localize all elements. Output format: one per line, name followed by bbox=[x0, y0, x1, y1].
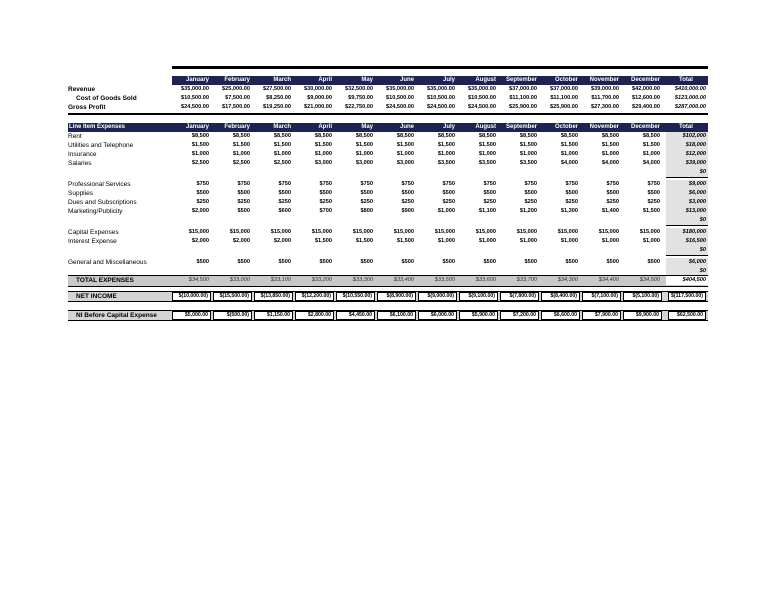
expense-cell: $1,000 bbox=[519, 238, 537, 244]
revenue-row-label: Gross Profit bbox=[68, 104, 106, 111]
expense-cell: $800 bbox=[360, 208, 373, 214]
expense-total: $180,000 bbox=[666, 228, 708, 238]
revenue-cell: $9,750.00 bbox=[348, 95, 373, 101]
expense-cell: $15,000 bbox=[434, 229, 455, 235]
revenue-cell: $19,250.00 bbox=[263, 104, 291, 110]
expense-cell: $1,500 bbox=[478, 142, 496, 148]
revenue-cell: $35,000.00 bbox=[427, 86, 455, 92]
revenue-cell: $24,500.00 bbox=[181, 104, 209, 110]
expense-cell: $8,500 bbox=[437, 133, 455, 139]
expense-cell: $500 bbox=[606, 190, 619, 196]
month-header: September bbox=[505, 124, 537, 130]
revenue-cell: $25,000.00 bbox=[222, 86, 250, 92]
expense-cell: $2,000 bbox=[191, 238, 209, 244]
month-header: November bbox=[589, 77, 619, 83]
expense-cell: $1,500 bbox=[232, 142, 250, 148]
expense-cell: $8,500 bbox=[478, 133, 496, 139]
ni_before_capital-total: $62,500.00 bbox=[668, 311, 706, 320]
revenue-cell: $21,000.00 bbox=[304, 104, 332, 110]
expense-cell: $750 bbox=[647, 181, 660, 187]
total-header: Total bbox=[679, 77, 693, 83]
revenue-cell: $10,500.00 bbox=[468, 95, 496, 101]
month-header: June bbox=[399, 77, 414, 83]
revenue-cell: $27,300.00 bbox=[591, 104, 619, 110]
expense-cell: $1,000 bbox=[273, 151, 291, 157]
expense-cell: $8,500 bbox=[191, 133, 209, 139]
revenue-cell: $27,500.00 bbox=[263, 86, 291, 92]
expense-row-label: Rent bbox=[68, 133, 82, 140]
month-header: February bbox=[224, 124, 250, 130]
expense-total: $3,000 bbox=[666, 198, 708, 208]
expense-cell: $4,000 bbox=[601, 160, 619, 166]
month-header: July bbox=[442, 124, 455, 130]
revenue-row-label: Revenue bbox=[68, 86, 96, 93]
month-header: April bbox=[318, 77, 332, 83]
expense-cell: $500 bbox=[401, 259, 414, 265]
net_income-cell: $(7,100.00) bbox=[582, 292, 621, 301]
expense-cell: $1,000 bbox=[437, 151, 455, 157]
month-header: May bbox=[361, 77, 373, 83]
expense-row-label: Dues and Subscriptions bbox=[68, 199, 137, 206]
revenue-total: $410,000.00 bbox=[674, 86, 706, 92]
expense-cell: $1,000 bbox=[478, 238, 496, 244]
total-expenses-cell: $33,200 bbox=[311, 277, 332, 283]
expense-cell: $250 bbox=[319, 199, 332, 205]
expense-cell: $15,000 bbox=[393, 229, 414, 235]
revenue-bottom-rule bbox=[68, 113, 708, 115]
month-header: September bbox=[505, 77, 537, 83]
ni_before_capital-cell: $1,150.00 bbox=[254, 311, 293, 320]
expense-cell: $750 bbox=[237, 181, 250, 187]
expense-cell: $250 bbox=[483, 199, 496, 205]
expense-cell: $15,000 bbox=[516, 229, 537, 235]
expense-cell: $2,000 bbox=[232, 238, 250, 244]
total-expenses-cell: $33,000 bbox=[229, 277, 250, 283]
expense-cell: $8,500 bbox=[273, 133, 291, 139]
total-expenses-cell: $33,500 bbox=[434, 277, 455, 283]
expense-cell: $750 bbox=[278, 181, 291, 187]
ni_before_capital-cell: $6,600.00 bbox=[541, 311, 580, 320]
expense-cell: $750 bbox=[401, 181, 414, 187]
total-expenses-cell: $34,300 bbox=[557, 277, 578, 283]
expense-cell: $1,000 bbox=[642, 238, 660, 244]
ni_before_capital-cell: $9,900.00 bbox=[623, 311, 662, 320]
expense-cell: $250 bbox=[237, 199, 250, 205]
expense-cell: $500 bbox=[319, 190, 332, 196]
net_income-cell: $(8,400.00) bbox=[541, 292, 580, 301]
expense-cell: $1,000 bbox=[437, 238, 455, 244]
expense-cell: $8,500 bbox=[314, 133, 332, 139]
expense-total: $18,000 bbox=[666, 141, 708, 151]
expense-cell: $3,500 bbox=[519, 160, 537, 166]
total-expenses-cell: $33,300 bbox=[352, 277, 373, 283]
expense-cell: $250 bbox=[524, 199, 537, 205]
expense-cell: $500 bbox=[360, 190, 373, 196]
revenue-total: $287,000.00 bbox=[674, 104, 706, 110]
expense-cell: $500 bbox=[278, 259, 291, 265]
expense-cell: $3,000 bbox=[355, 160, 373, 166]
revenue-cell: $37,000.00 bbox=[509, 86, 537, 92]
revenue-cell: $24,500.00 bbox=[468, 104, 496, 110]
net_income-cell: $(10,550.00) bbox=[336, 292, 375, 301]
expense-cell: $500 bbox=[565, 259, 578, 265]
ni_before_capital-cell: $4,450.00 bbox=[336, 311, 375, 320]
expense-cell: $1,300 bbox=[560, 208, 578, 214]
expense-row-label: Interest Expense bbox=[68, 238, 117, 245]
expense-cell: $250 bbox=[196, 199, 209, 205]
ni_before_capital-cell: $6,000.00 bbox=[418, 311, 457, 320]
month-header: March bbox=[273, 124, 291, 130]
expense-cell: $1,400 bbox=[601, 208, 619, 214]
expense-total: $6,000 bbox=[666, 258, 708, 268]
total-expenses-cell: $33,700 bbox=[516, 277, 537, 283]
net_income-cell: $(10,000.00) bbox=[172, 292, 211, 301]
expense-cell: $700 bbox=[319, 208, 332, 214]
revenue-row-label: Cost of Goods Sold bbox=[76, 95, 137, 102]
expense-row-label: Insurance bbox=[68, 151, 97, 158]
total-expenses-cell: $33,600 bbox=[475, 277, 496, 283]
net_income-cell: $(15,500.00) bbox=[213, 292, 252, 301]
expense-cell: $3,000 bbox=[314, 160, 332, 166]
expense-cell: $750 bbox=[319, 181, 332, 187]
revenue-cell: $35,000.00 bbox=[181, 86, 209, 92]
expense-cell: $15,000 bbox=[188, 229, 209, 235]
net_income-label: NET INCOME bbox=[76, 293, 117, 300]
month-header: October bbox=[554, 124, 578, 130]
expense-cell: $1,500 bbox=[355, 238, 373, 244]
expense-cell: $500 bbox=[237, 190, 250, 196]
ni_before_capital-cell: $7,900.00 bbox=[582, 311, 621, 320]
revenue-cell: $10,500.00 bbox=[427, 95, 455, 101]
expense-row-label: Supplies bbox=[68, 190, 93, 197]
expense-cell: $900 bbox=[401, 208, 414, 214]
expense-cell: $750 bbox=[442, 181, 455, 187]
expense-cell: $500 bbox=[647, 259, 660, 265]
expense-cell: $1,500 bbox=[642, 142, 660, 148]
expense-cell: $1,000 bbox=[642, 151, 660, 157]
expense-cell: $1,500 bbox=[642, 208, 660, 214]
net_income-cell: $(12,200.00) bbox=[295, 292, 334, 301]
expense-row-label: Professional Services bbox=[68, 181, 131, 188]
expense-cell: $500 bbox=[401, 190, 414, 196]
expense-cell: $2,000 bbox=[273, 238, 291, 244]
revenue-cell: $10,500.00 bbox=[386, 95, 414, 101]
expense-cell: $2,500 bbox=[191, 160, 209, 166]
net_income-cell: $(8,900.00) bbox=[377, 292, 416, 301]
expense-cell: $1,500 bbox=[437, 142, 455, 148]
top-rule bbox=[172, 66, 708, 69]
month-header: December bbox=[630, 124, 660, 130]
revenue-cell: $17,500.00 bbox=[222, 104, 250, 110]
month-header: June bbox=[399, 124, 414, 130]
expense-cell: $1,000 bbox=[355, 151, 373, 157]
expense-cell: $1,500 bbox=[355, 142, 373, 148]
expense-cell: $8,500 bbox=[355, 133, 373, 139]
expense-cell: $1,200 bbox=[519, 208, 537, 214]
expense-cell: $8,500 bbox=[642, 133, 660, 139]
ni_before_capital-label: NI Before Capital Expense bbox=[76, 312, 157, 319]
expense-cell: $1,000 bbox=[560, 151, 578, 157]
expense-cell: $1,000 bbox=[519, 151, 537, 157]
expense-cell: $8,500 bbox=[396, 133, 414, 139]
expense-cell: $1,000 bbox=[232, 151, 250, 157]
expense-cell: $1,000 bbox=[478, 151, 496, 157]
expense-cell: $2,500 bbox=[273, 160, 291, 166]
expense-cell: $1,000 bbox=[437, 208, 455, 214]
expense-cell: $15,000 bbox=[229, 229, 250, 235]
total-header: Total bbox=[679, 124, 693, 130]
month-header: February bbox=[224, 77, 250, 83]
month-header: January bbox=[185, 77, 209, 83]
expense-cell: $500 bbox=[237, 259, 250, 265]
expense-cell: $750 bbox=[360, 181, 373, 187]
month-header: December bbox=[630, 77, 660, 83]
revenue-cell: $11,700.00 bbox=[591, 95, 619, 101]
expense-cell: $250 bbox=[442, 199, 455, 205]
expense-cell: $500 bbox=[647, 190, 660, 196]
revenue-cell: $35,000.00 bbox=[468, 86, 496, 92]
expense-total: $39,000 bbox=[666, 159, 708, 169]
expense-total: $0 bbox=[666, 267, 708, 277]
expense-cell: $500 bbox=[442, 190, 455, 196]
expense-total: $9,000 bbox=[666, 180, 708, 190]
expense-cell: $500 bbox=[524, 259, 537, 265]
ni_before_capital-cell: $(500.00) bbox=[213, 311, 252, 320]
expense-row-label: Marketing/Publicity bbox=[68, 208, 123, 215]
revenue-cell: $30,000.00 bbox=[304, 86, 332, 92]
expense-cell: $250 bbox=[565, 199, 578, 205]
revenue-cell: $25,900.00 bbox=[550, 104, 578, 110]
revenue-cell: $35,000.00 bbox=[386, 86, 414, 92]
revenue-cell: $32,500.00 bbox=[345, 86, 373, 92]
expense-cell: $1,500 bbox=[314, 142, 332, 148]
expense-cell: $500 bbox=[565, 190, 578, 196]
expense-cell: $250 bbox=[401, 199, 414, 205]
expense-cell: $15,000 bbox=[639, 229, 660, 235]
revenue-cell: $12,600.00 bbox=[632, 95, 660, 101]
expense-total: $6,000 bbox=[666, 189, 708, 199]
expense-cell: $15,000 bbox=[311, 229, 332, 235]
net_income-cell: $(5,100.00) bbox=[623, 292, 662, 301]
expense-total: $13,000 bbox=[666, 207, 708, 217]
expense-cell: $8,500 bbox=[560, 133, 578, 139]
expense-row-label: Salaries bbox=[68, 160, 92, 167]
expense-cell: $2,500 bbox=[232, 160, 250, 166]
expense-total: $16,500 bbox=[666, 237, 708, 247]
expense-cell: $750 bbox=[524, 181, 537, 187]
revenue-cell: $9,000.00 bbox=[307, 95, 332, 101]
expense-cell: $1,500 bbox=[601, 142, 619, 148]
expense-cell: $750 bbox=[483, 181, 496, 187]
expense-cell: $250 bbox=[360, 199, 373, 205]
expense-cell: $3,500 bbox=[478, 160, 496, 166]
expense-cell: $4,000 bbox=[560, 160, 578, 166]
revenue-cell: $7,500.00 bbox=[225, 95, 250, 101]
expense-cell: $2,000 bbox=[191, 208, 209, 214]
net_income-cell: $(9,100.00) bbox=[459, 292, 498, 301]
expense-cell: $15,000 bbox=[270, 229, 291, 235]
net_income-cell: $(7,800.00) bbox=[500, 292, 539, 301]
total-expenses-cell: $33,400 bbox=[393, 277, 414, 283]
ni_before_capital-cell: $6,100.00 bbox=[377, 311, 416, 320]
expense-cell: $500 bbox=[606, 259, 619, 265]
month-header: May bbox=[361, 124, 373, 130]
total-expenses-cell: $34,500 bbox=[639, 277, 660, 283]
expense-cell: $1,500 bbox=[273, 142, 291, 148]
expense-total: $0 bbox=[666, 216, 708, 226]
expense-row-label: Utilities and Telephone bbox=[68, 142, 134, 149]
expense-cell: $500 bbox=[483, 190, 496, 196]
expense-cell: $750 bbox=[606, 181, 619, 187]
revenue-cell: $22,750.00 bbox=[345, 104, 373, 110]
expense-row-label: Capital Expenses bbox=[68, 229, 119, 236]
expense-cell: $1,000 bbox=[314, 151, 332, 157]
expense-cell: $500 bbox=[319, 259, 332, 265]
expense-cell: $750 bbox=[196, 181, 209, 187]
expense-cell: $1,500 bbox=[314, 238, 332, 244]
revenue-cell: $24,500.00 bbox=[427, 104, 455, 110]
month-header: March bbox=[273, 77, 291, 83]
expense-total: $102,000 bbox=[666, 132, 708, 142]
expense-row-label: General and Miscellaneous bbox=[68, 259, 147, 266]
expense-cell: $1,000 bbox=[560, 238, 578, 244]
month-header: July bbox=[442, 77, 455, 83]
revenue-total: $123,000.00 bbox=[674, 95, 706, 101]
total-expenses-total: $404,500 bbox=[666, 276, 708, 285]
total-expenses-cell: $33,100 bbox=[270, 277, 291, 283]
expense-cell: $500 bbox=[196, 190, 209, 196]
expense-cell: $1,000 bbox=[191, 151, 209, 157]
expense-cell: $15,000 bbox=[598, 229, 619, 235]
net_income-cell: $(9,000.00) bbox=[418, 292, 457, 301]
expense-cell: $500 bbox=[237, 208, 250, 214]
expense-cell: $250 bbox=[278, 199, 291, 205]
expense-cell: $4,000 bbox=[642, 160, 660, 166]
expense-cell: $1,500 bbox=[191, 142, 209, 148]
expense-cell: $1,500 bbox=[396, 238, 414, 244]
month-header: November bbox=[589, 124, 619, 130]
total-expenses-label: TOTAL EXPENSES bbox=[76, 277, 134, 284]
month-header: April bbox=[318, 124, 332, 130]
expense-cell: $500 bbox=[524, 190, 537, 196]
expense-cell: $500 bbox=[360, 259, 373, 265]
expense-cell: $1,000 bbox=[601, 151, 619, 157]
expense-cell: $8,500 bbox=[601, 133, 619, 139]
expense-total: $0 bbox=[666, 168, 708, 178]
expense-cell: $8,500 bbox=[232, 133, 250, 139]
expense-cell: $750 bbox=[565, 181, 578, 187]
revenue-cell: $24,500.00 bbox=[386, 104, 414, 110]
revenue-cell: $39,000.00 bbox=[591, 86, 619, 92]
expense-cell: $15,000 bbox=[557, 229, 578, 235]
month-header: August bbox=[475, 124, 496, 130]
expense-total: $12,000 bbox=[666, 150, 708, 160]
expense-header-label: Line Item Expenses bbox=[69, 124, 126, 130]
expense-cell: $500 bbox=[442, 259, 455, 265]
revenue-cell: $11,100.00 bbox=[550, 95, 578, 101]
revenue-cell: $25,900.00 bbox=[509, 104, 537, 110]
expense-cell: $250 bbox=[606, 199, 619, 205]
expense-cell: $250 bbox=[647, 199, 660, 205]
ni_before_capital-cell: $5,000.00 bbox=[172, 311, 211, 320]
ni_before_capital-cell: $2,800.00 bbox=[295, 311, 334, 320]
total-expenses-cell: $34,500 bbox=[188, 277, 209, 283]
expense-cell: $3,000 bbox=[396, 160, 414, 166]
net_income-total: $(117,500.00) bbox=[668, 292, 706, 301]
expense-cell: $3,500 bbox=[437, 160, 455, 166]
expense-cell: $15,000 bbox=[475, 229, 496, 235]
expense-cell: $500 bbox=[483, 259, 496, 265]
revenue-cell: $11,100.00 bbox=[509, 95, 537, 101]
expense-cell: $1,500 bbox=[396, 142, 414, 148]
total-expenses-cell: $34,400 bbox=[598, 277, 619, 283]
revenue-cell: $42,000.00 bbox=[632, 86, 660, 92]
net_income-cell: $(13,850.00) bbox=[254, 292, 293, 301]
expense-cell: $1,500 bbox=[519, 142, 537, 148]
month-header: January bbox=[185, 124, 209, 130]
ni_before_capital-cell: $5,900.00 bbox=[459, 311, 498, 320]
revenue-cell: $29,400.00 bbox=[632, 104, 660, 110]
revenue-cell: $10,500.00 bbox=[181, 95, 209, 101]
expense-cell: $500 bbox=[278, 190, 291, 196]
expense-cell: $15,000 bbox=[352, 229, 373, 235]
expense-cell: $1,000 bbox=[396, 151, 414, 157]
expense-total: $0 bbox=[666, 246, 708, 256]
expense-cell: $1,000 bbox=[601, 238, 619, 244]
expense-cell: $8,500 bbox=[519, 133, 537, 139]
expense-cell: $1,100 bbox=[478, 208, 496, 214]
expense-cell: $600 bbox=[278, 208, 291, 214]
expense-cell: $500 bbox=[196, 259, 209, 265]
expense-cell: $1,500 bbox=[560, 142, 578, 148]
month-header: August bbox=[475, 77, 496, 83]
revenue-cell: $37,000.00 bbox=[550, 86, 578, 92]
revenue-cell: $8,250.00 bbox=[266, 95, 291, 101]
ni_before_capital-cell: $7,200.00 bbox=[500, 311, 539, 320]
month-header: October bbox=[554, 77, 578, 83]
